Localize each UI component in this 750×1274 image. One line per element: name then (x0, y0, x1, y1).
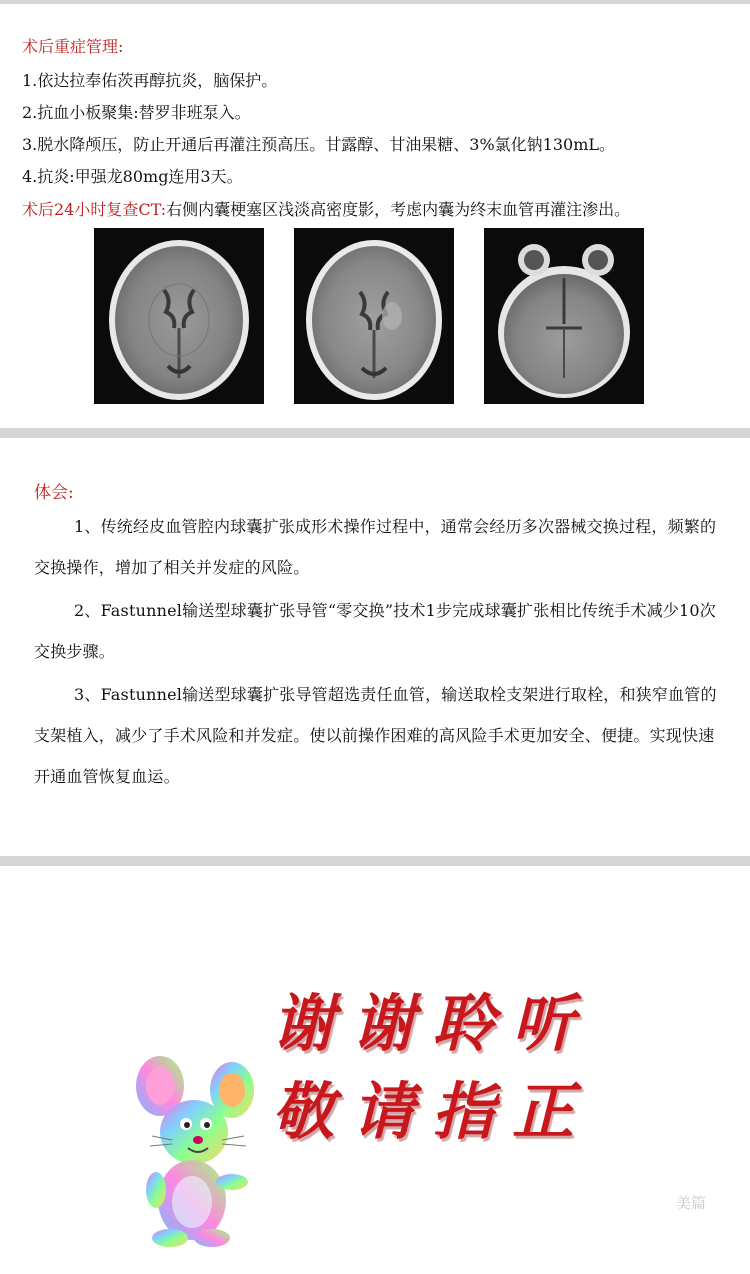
slide-divider-2 (0, 856, 750, 866)
ct-text: 右侧内囊梗塞区浅淡高密度影，考虑内囊为终末血管再灌注渗出。 (166, 200, 631, 219)
section-heading: 术后重症管理: (22, 37, 124, 56)
paragraph: 3、Fastunnel输送型球囊扩张导管超选责任血管，输送取栓支架进行取栓，和狭窄血管的支架植入，减少了手术风险和并发症。使以前操作困难的高风险手术更加安全、便捷。实现快速开通血管恢复血运。 (34, 685, 717, 786)
list-item: 3.脱水降颅压，防止开通后再灌注预高压。甘露醇、甘油果糖、3%氯化钠130mL。 (22, 135, 615, 154)
thanks-line-1: 谢谢聆听 (272, 987, 593, 1060)
list-item: 4.抗炎:甲强龙80mg连用3天。 (22, 167, 243, 186)
ct-scan-image (484, 228, 644, 404)
paragraph: 1、传统经皮血管腔内球囊扩张成形术操作过程中，通常会经历多次器械交换过程，频繁的交换操作，增加了相关并发症的风险。 (34, 517, 717, 577)
slide-thanks (0, 866, 750, 1274)
ct-finding (22, 197, 630, 220)
ct-scan-image (94, 228, 264, 404)
ct-label: 术后24小时复查CT: (22, 200, 167, 219)
slide-divider-1 (0, 428, 750, 438)
slide-postop-management (0, 0, 750, 428)
ct-scan-image (294, 228, 454, 404)
mouse-mascot-illustration (132, 1050, 262, 1250)
list-item: 1.依达拉奉佑茨再醇抗炎，脑保护。 (22, 71, 278, 90)
thanks-line-2: 敬请指正 (272, 1075, 593, 1148)
slide-experience (0, 438, 750, 856)
list-item: 2.抗血小板聚集:替罗非班泵入。 (22, 103, 251, 122)
paragraph: 2、Fastunnel输送型球囊扩张导管“零交换”技术1步完成球囊扩张相比传统手术减少10次交换步骤。 (34, 601, 716, 661)
watermark: 美篇 (676, 1194, 707, 1212)
section-heading: 体会: (34, 483, 74, 503)
